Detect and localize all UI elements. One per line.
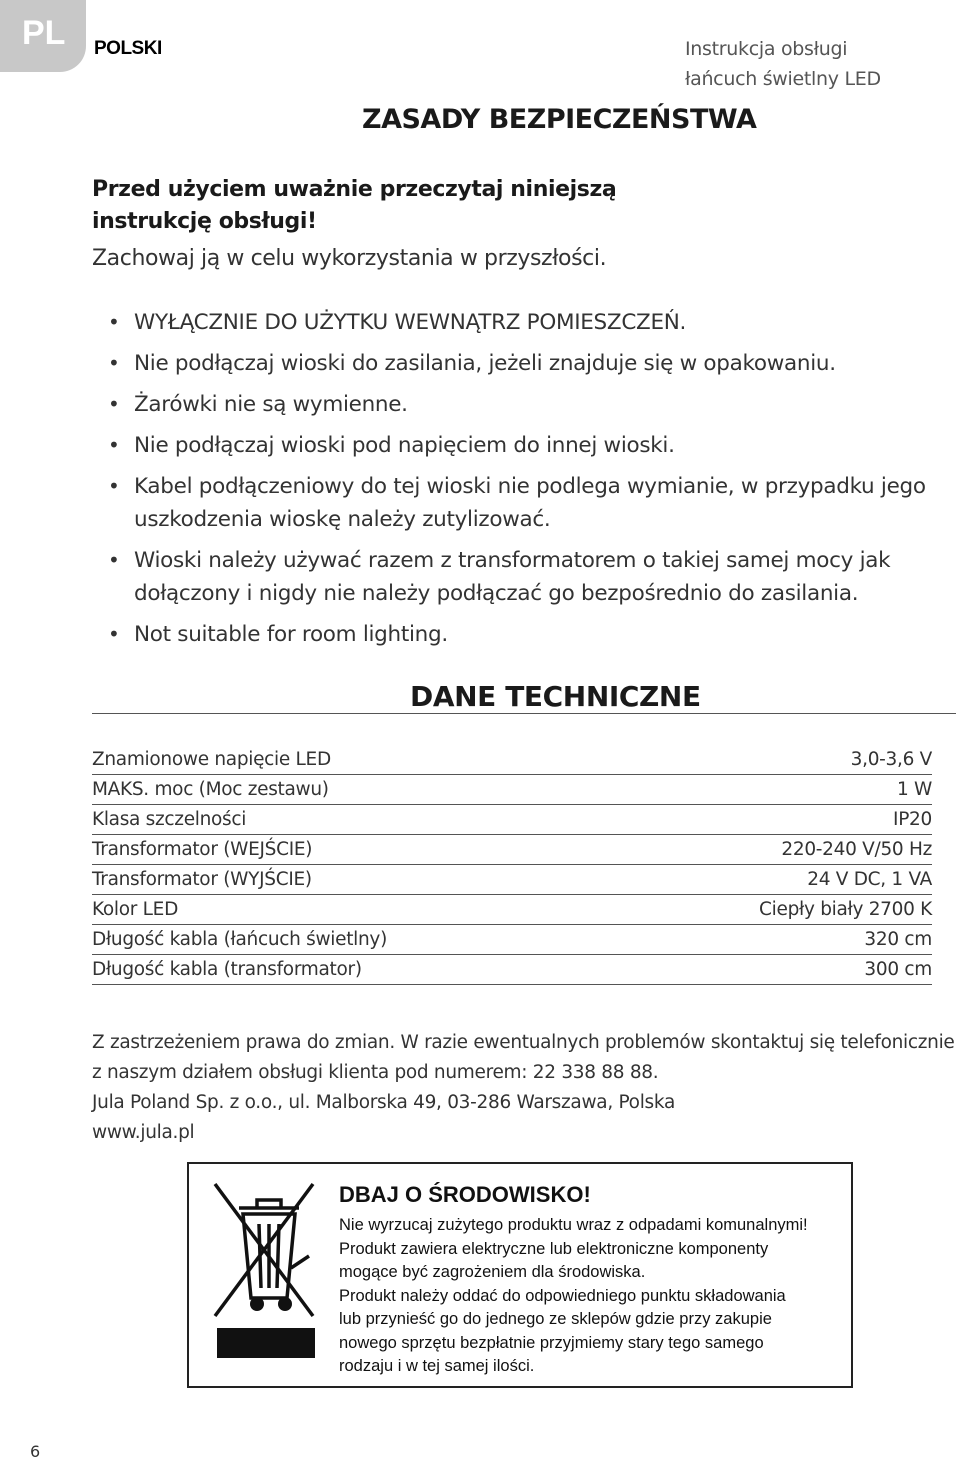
spec-label: Transformator (WEJŚCIE): [92, 839, 313, 860]
eco-line: rodzaju i w tej samej ilości.: [339, 1357, 535, 1375]
safety-intro-normal: Zachowaj ją w celu wykorzystania w przyszłości.: [92, 246, 607, 271]
spec-value: 24 V DC, 1 VA: [807, 869, 932, 890]
footer-contact: [92, 1028, 955, 1148]
spec-value: Ciepły biały 2700 K: [759, 899, 932, 920]
spec-row: [92, 955, 932, 985]
eco-line: Nie wyrzucaj zużytego produktu wraz z odpadami komunalnymi!: [339, 1216, 808, 1234]
eco-line: nowego sprzętu bezpłatnie przyjmiemy stary tego samego: [339, 1333, 764, 1352]
bullet-icon: •: [108, 310, 120, 334]
language-name: POLSKI: [94, 38, 162, 59]
eco-line: Produkt należy oddać do odpowiedniego punktu składowania: [339, 1286, 786, 1305]
spec-row: [92, 805, 932, 835]
spec-value: 3,0-3,6 V: [850, 749, 932, 770]
safety-item: • Not suitable for room lighting.: [104, 618, 934, 651]
language-tab: [0, 0, 86, 72]
spec-label: MAKS. moc (Moc zestawu): [92, 779, 329, 800]
spec-value: 1 W: [896, 779, 932, 800]
document-title: Instrukcja obsługi łańcuch świetlny LED: [685, 38, 881, 90]
spec-label: Kolor LED: [92, 899, 179, 920]
footer-line: z naszym działem obsługi klienta pod numerem: 22 338 88 88.: [92, 1062, 659, 1083]
spec-value: 320 cm: [864, 929, 932, 950]
bullet-icon: •: [108, 351, 120, 375]
spec-row: [92, 865, 932, 895]
spec-label: Długość kabla (transformator): [92, 959, 362, 980]
safety-item: • Nie podłączaj wioski pod napięciem do innej wioski.: [104, 429, 934, 462]
bullet-icon: •: [108, 474, 120, 498]
footer-line: Jula Poland Sp. z o.o., ul. Malborska 49, 03-286 Warszawa, Polska: [92, 1092, 675, 1113]
bullet-icon: •: [108, 433, 120, 457]
spec-row: [92, 775, 932, 805]
bullet-icon: •: [108, 622, 120, 646]
spec-value: IP20: [893, 809, 932, 830]
spec-row: [92, 745, 932, 775]
environment-notice: [187, 1162, 853, 1388]
safety-list: [104, 306, 934, 659]
spec-value: 300 cm: [864, 959, 932, 980]
spec-label: Znamionowe napięcie LED: [92, 749, 331, 770]
eco-title: DBAJ O ŚRODOWISKO!: [339, 1182, 591, 1207]
safety-heading: ZASADY BEZPIECZEŃSTWA: [362, 104, 757, 135]
language-code: PL: [22, 14, 66, 52]
spec-value: 220-240 V/50 Hz: [781, 839, 932, 860]
page-number: 6: [30, 1442, 41, 1461]
spec-row: [92, 895, 932, 925]
divider: [92, 713, 956, 714]
spec-label: Klasa szczelności: [92, 809, 247, 830]
footer-line: Z zastrzeżeniem prawa do zmian. W razie ewentualnych problemów skontaktuj się telefonicznie: [92, 1032, 955, 1053]
safety-item: • Nie podłączaj wioski do zasilania, jeżeli znajduje się w opakowaniu.: [104, 347, 934, 380]
spec-row: [92, 925, 932, 955]
spec-label: Transformator (WYJŚCIE): [92, 869, 312, 890]
eco-line: lub przynieść go do jednego ze sklepów gdzie przy zakupie: [339, 1310, 772, 1328]
safety-item: • WYŁĄCZNIE DO UŻYTKU WEWNĄTRZ POMIESZCZEŃ.: [104, 306, 934, 339]
bullet-icon: •: [108, 392, 120, 416]
bullet-icon: •: [108, 548, 120, 572]
website-link[interactable]: www.jula.pl: [92, 1122, 195, 1143]
safety-item: • Kabel podłączeniowy do tej wioski nie podlega wymianie, w przypadku jego uszkodzenia wioskę należy zutylizować.: [104, 470, 934, 536]
spec-row: [92, 835, 932, 865]
spec-label: Długość kabla (łańcuch świetlny): [92, 929, 387, 950]
crossed-out-wheelie-bin-icon: [209, 1178, 321, 1368]
tech-heading: DANE TECHNICZNE: [410, 680, 701, 713]
eco-text: [339, 1214, 849, 1379]
safety-item: • Wioski należy używać razem z transformatorem o takiej samej mocy jak dołączony i nigdy nie należy podłączać go bezpośrednio do zasilania.: [104, 544, 934, 610]
spec-table: [92, 745, 932, 985]
safety-intro-bold: Przed użyciem uważnie przeczytaj niniejszą instrukcję obsługi!: [92, 177, 617, 234]
eco-line: Produkt zawiera elektryczne lub elektroniczne komponenty: [339, 1239, 769, 1258]
safety-item: • Żarówki nie są wymienne.: [104, 388, 934, 421]
eco-line: mogące być zagrożeniem dla środowiska.: [339, 1263, 646, 1281]
